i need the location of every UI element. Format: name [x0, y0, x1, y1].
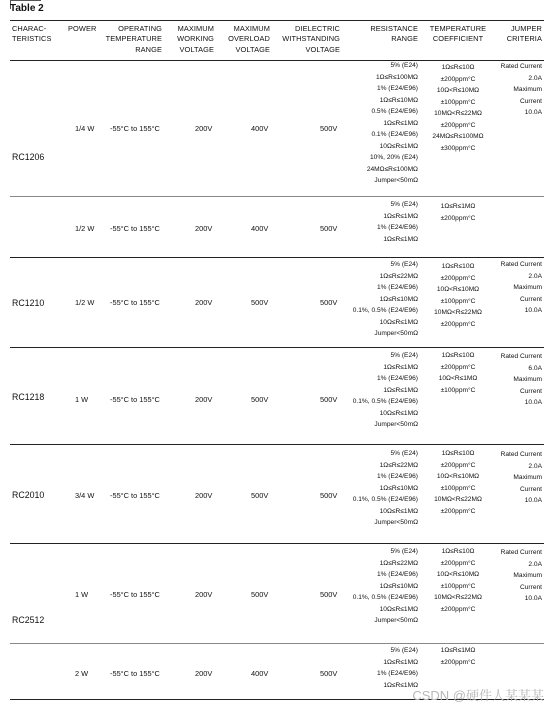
temperature-coefficient-line: 10MΩ<R≤22MΩ: [434, 594, 482, 601]
jumper-criteria-line: Rated Current: [500, 353, 542, 360]
resistance-range-line: 1Ω≤R≤10MΩ: [379, 484, 418, 492]
resistance-range-line: 1% (E24/E96): [376, 571, 418, 578]
temperature-coefficient-line: 1Ω≤R≤1MΩ: [440, 647, 476, 654]
temperature-coefficient-line: ±200ppm°C: [440, 658, 476, 666]
resistance-range-list: [330, 645, 418, 691]
working-voltage-value: 200V: [195, 395, 213, 404]
jumper-criteria-line: Maximum: [513, 474, 542, 481]
model-name: RC1218: [12, 392, 45, 402]
jumper-criteria-list: [486, 547, 542, 605]
header-operating: OPERATING TEMPERATURE RANGE: [105, 24, 162, 54]
header-characteristics: CHARAC- TERISTICS: [12, 24, 52, 44]
temperature-coefficient-list: [422, 62, 494, 154]
temperature-coefficient-line: ±200ppm°C: [440, 121, 476, 129]
temperature-coefficient-list: [422, 448, 494, 517]
operating-temp-value: -55°C to 155°C: [110, 224, 160, 233]
temperature-coefficient-line: 1Ω≤R≤10Ω: [441, 548, 475, 555]
temperature-coefficient-line: ±100ppm°C: [440, 98, 476, 106]
resistance-range-line: Jumper<50mΩ: [374, 177, 418, 184]
jumper-criteria-line: Current: [520, 97, 542, 105]
header-jumper: JUMPER CRITERIA: [506, 24, 542, 44]
temperature-coefficient-line: 10Ω<R≤1MΩ: [438, 375, 478, 382]
power-value: 1/2 W: [75, 298, 95, 307]
resistance-range-line: 1Ω≤R≤10MΩ: [379, 582, 418, 590]
temperature-coefficient-list: [422, 546, 494, 615]
resistance-range-line: 1Ω≤R≤22MΩ: [379, 559, 418, 567]
dielectric-voltage-value: 500V: [320, 395, 338, 404]
jumper-criteria-line: Rated Current: [500, 63, 542, 70]
temperature-coefficient-list: [422, 261, 494, 330]
jumper-criteria-line: 2.0A: [528, 272, 542, 280]
resistance-range-list: [330, 199, 418, 245]
operating-temp-value: -55°C to 155°C: [110, 298, 160, 307]
model-name: RC1206: [12, 152, 45, 162]
resistance-range-line: 1Ω≤R≤1MΩ: [383, 212, 418, 220]
resistance-range-line: 5% (E24): [390, 450, 418, 457]
jumper-criteria-line: Rated Current: [500, 451, 542, 458]
temperature-coefficient-line: ±100ppm°C: [440, 582, 476, 590]
temperature-coefficient-line: 10Ω<R≤10MΩ: [436, 87, 480, 94]
jumper-criteria-line: Maximum: [513, 86, 542, 93]
temperature-coefficient-line: 10Ω<R≤10MΩ: [436, 286, 480, 293]
resistance-range-line: 1% (E24/E96): [376, 670, 418, 677]
resistance-range-line: Jumper<50mΩ: [374, 617, 418, 624]
resistance-range-line: 1% (E24/E96): [376, 284, 418, 291]
resistance-range-line: 1% (E24/E96): [376, 224, 418, 231]
resistance-range-line: 5% (E24): [390, 548, 418, 555]
jumper-criteria-line: Current: [520, 583, 542, 591]
temperature-coefficient-line: ±200ppm°C: [440, 274, 476, 282]
jumper-criteria-list: [486, 351, 542, 409]
resistance-range-line: 1Ω≤R≤1MΩ: [383, 235, 418, 243]
temperature-coefficient-line: 1Ω≤R≤10Ω: [441, 64, 475, 71]
temperature-coefficient-line: ±100ppm°C: [440, 297, 476, 305]
row-separator: [10, 444, 544, 445]
header-max-working: MAXIMUM WORKING VOLTAGE: [177, 24, 214, 54]
row-separator: [10, 257, 544, 258]
resistance-range-line: 1Ω≤R≤1MΩ: [383, 681, 418, 689]
jumper-criteria-line: Rated Current: [500, 261, 542, 268]
model-name: RC1210: [12, 298, 45, 308]
temperature-coefficient-line: ±200ppm°C: [440, 605, 476, 613]
resistance-range-line: Jumper<50mΩ: [374, 421, 418, 428]
temperature-coefficient-line: 10MΩ<R≤22MΩ: [434, 309, 482, 316]
working-voltage-value: 200V: [195, 669, 213, 678]
resistance-range-list: [330, 350, 418, 431]
temperature-coefficient-list: [422, 645, 494, 668]
overload-voltage-value: 500V: [251, 491, 269, 500]
header-resistance: RESISTANCE RANGE: [370, 24, 418, 44]
watermark: CSDN @硬件人某某某: [412, 688, 544, 703]
dielectric-voltage-value: 500V: [320, 590, 338, 599]
jumper-criteria-line: 6.0A: [528, 364, 542, 372]
resistance-range-list: [330, 448, 418, 529]
resistance-range-list: [330, 546, 418, 627]
table-title: Table 2: [10, 3, 44, 14]
working-voltage-value: 200V: [195, 491, 213, 500]
temperature-coefficient-line: 10MΩ<R≤22MΩ: [434, 496, 482, 503]
resistance-range-line: 0.5% (E24/E96): [371, 108, 418, 115]
power-value: 2 W: [75, 669, 89, 678]
resistance-range-line: Jumper<50mΩ: [374, 330, 418, 337]
resistance-range-line: 10Ω≤R≤1MΩ: [379, 507, 418, 515]
resistance-range-line: 5% (E24): [390, 352, 418, 359]
working-voltage-value: 200V: [195, 590, 213, 599]
resistance-range-line: 1Ω≤R≤10MΩ: [379, 96, 418, 104]
resistance-range-line: 1% (E24/E96): [376, 85, 418, 92]
model-name: RC2512: [12, 615, 45, 625]
header-max-overload: MAXIMUM OVERLOAD VOLTAGE: [228, 24, 270, 54]
working-voltage-value: 200V: [195, 298, 213, 307]
power-value: 1 W: [75, 395, 89, 404]
jumper-criteria-line: 10.0A: [524, 399, 542, 406]
temperature-coefficient-line: 1Ω≤R≤1MΩ: [440, 203, 476, 210]
power-value: 3/4 W: [75, 491, 95, 500]
header-tempco: TEMPERATURE COEFFICIENT: [429, 24, 487, 44]
jumper-criteria-line: Maximum: [513, 572, 542, 579]
resistance-range-list: [330, 259, 418, 340]
resistance-range-line: 5% (E24): [390, 261, 418, 268]
jumper-criteria-line: Rated Current: [500, 549, 542, 556]
resistance-range-line: 5% (E24): [390, 201, 418, 208]
temperature-coefficient-line: ±200ppm°C: [440, 461, 476, 469]
jumper-criteria-list: [486, 449, 542, 507]
row-separator: [10, 347, 544, 348]
header-bottom-rule: [10, 60, 544, 61]
working-voltage-value: 200V: [195, 124, 213, 133]
overload-voltage-value: 500V: [251, 590, 269, 599]
jumper-criteria-line: Maximum: [513, 284, 542, 291]
overload-voltage-value: 500V: [251, 395, 269, 404]
temperature-coefficient-line: 10Ω<R≤10MΩ: [436, 473, 480, 480]
resistance-range-line: 0.1%, 0.5% (E24/E96): [352, 496, 418, 503]
resistance-range-line: Jumper<50mΩ: [374, 519, 418, 526]
resistance-range-line: 10%, 20% (E24): [369, 154, 418, 161]
temperature-coefficient-line: ±300ppm°C: [440, 144, 476, 152]
temperature-coefficient-line: 1Ω≤R≤10Ω: [441, 263, 475, 270]
resistance-range-line: 10Ω≤R≤1MΩ: [379, 605, 418, 613]
row-separator: [10, 543, 544, 544]
temperature-coefficient-line: 10MΩ<R≤22MΩ: [434, 110, 482, 117]
overload-voltage-value: 500V: [251, 298, 269, 307]
jumper-criteria-line: 10.0A: [524, 307, 542, 314]
temperature-coefficient-line: ±200ppm°C: [440, 559, 476, 567]
resistance-range-line: 0.1%, 0.5% (E24/E96): [352, 398, 418, 405]
resistance-range-line: 1Ω≤R≤22MΩ: [379, 272, 418, 280]
temperature-coefficient-line: 10Ω<R≤10MΩ: [436, 571, 480, 578]
resistance-range-line: 1Ω≤R≤1MΩ: [383, 119, 418, 127]
jumper-criteria-line: 10.0A: [524, 109, 542, 116]
temperature-coefficient-line: 24MΩ≤R≤100MΩ: [432, 133, 484, 140]
row-separator: [10, 196, 544, 197]
power-value: 1/2 W: [75, 224, 95, 233]
header-top-rule: [10, 20, 544, 21]
operating-temp-value: -55°C to 155°C: [110, 590, 160, 599]
jumper-criteria-line: 2.0A: [528, 462, 542, 470]
resistance-range-line: 1Ω≤R≤1MΩ: [383, 658, 418, 666]
resistance-range-line: 10Ω≤R≤1MΩ: [379, 409, 418, 417]
jumper-criteria-line: Current: [520, 387, 542, 395]
temperature-coefficient-line: ±200ppm°C: [440, 75, 476, 83]
operating-temp-value: -55°C to 155°C: [110, 491, 160, 500]
overload-voltage-value: 400V: [251, 669, 269, 678]
resistance-range-line: 1% (E24/E96): [376, 473, 418, 480]
header-dielectric: DIELECTRIC WITHSTANDING VOLTAGE: [282, 24, 340, 54]
resistance-range-line: 10Ω≤R≤1MΩ: [379, 142, 418, 150]
resistance-range-line: 1% (E24/E96): [376, 375, 418, 382]
header-power: POWER: [68, 24, 97, 33]
resistance-range-line: 1Ω≤R≤1MΩ: [383, 363, 418, 371]
resistance-range-line: 0.1%, 0.5% (E24/E96): [352, 307, 418, 314]
power-value: 1/4 W: [75, 124, 95, 133]
jumper-criteria-line: 10.0A: [524, 595, 542, 602]
row-separator: [10, 643, 544, 644]
temperature-coefficient-list: [422, 350, 494, 396]
resistance-range-line: 0.1%, 0.5% (E24/E96): [352, 594, 418, 601]
resistance-range-line: 5% (E24): [390, 62, 418, 69]
jumper-criteria-line: 2.0A: [528, 560, 542, 568]
dielectric-voltage-value: 500V: [320, 491, 338, 500]
dielectric-voltage-value: 500V: [320, 124, 338, 133]
jumper-criteria-line: Current: [520, 485, 542, 493]
operating-temp-value: -55°C to 155°C: [110, 395, 160, 404]
resistance-range-list: [330, 60, 418, 187]
temperature-coefficient-line: ±200ppm°C: [440, 214, 476, 222]
resistance-range-line: 1Ω≤R≤22MΩ: [379, 461, 418, 469]
operating-temp-value: -55°C to 155°C: [110, 124, 160, 133]
overload-voltage-value: 400V: [251, 124, 269, 133]
jumper-criteria-list: [486, 61, 542, 119]
resistance-range-line: 10Ω≤R≤1MΩ: [379, 318, 418, 326]
temperature-coefficient-list: [422, 201, 494, 224]
power-value: 1 W: [75, 590, 89, 599]
dielectric-voltage-value: 500V: [320, 298, 338, 307]
temperature-coefficient-line: ±100ppm°C: [440, 386, 476, 394]
temperature-coefficient-line: 1Ω≤R≤10Ω: [441, 450, 475, 457]
dielectric-voltage-value: 500V: [320, 224, 338, 233]
jumper-criteria-list: [486, 259, 542, 317]
temperature-coefficient-line: ±200ppm°C: [440, 320, 476, 328]
working-voltage-value: 200V: [195, 224, 213, 233]
jumper-criteria-line: Maximum: [513, 376, 542, 383]
resistance-range-line: 1Ω≤R≤10MΩ: [379, 295, 418, 303]
overload-voltage-value: 400V: [251, 224, 269, 233]
operating-temp-value: -55°C to 155°C: [110, 669, 160, 678]
temperature-coefficient-line: 1Ω≤R≤10Ω: [441, 352, 475, 359]
resistance-range-line: 24MΩ≤R≤100MΩ: [366, 165, 418, 173]
jumper-criteria-line: 2.0A: [528, 74, 542, 82]
temperature-coefficient-line: ±100ppm°C: [440, 484, 476, 492]
resistance-range-line: 1Ω≤R≤100MΩ: [375, 73, 418, 81]
resistance-range-line: 1Ω≤R≤1MΩ: [383, 386, 418, 394]
jumper-criteria-line: Current: [520, 295, 542, 303]
dielectric-voltage-value: 500V: [320, 669, 338, 678]
temperature-coefficient-line: ±200ppm°C: [440, 507, 476, 515]
temperature-coefficient-line: ±200ppm°C: [440, 363, 476, 371]
model-name: RC2010: [12, 490, 45, 500]
resistance-range-line: 0.1% (E24/E96): [371, 131, 418, 138]
jumper-criteria-line: 10.0A: [524, 497, 542, 504]
resistance-range-line: 5% (E24): [390, 647, 418, 654]
